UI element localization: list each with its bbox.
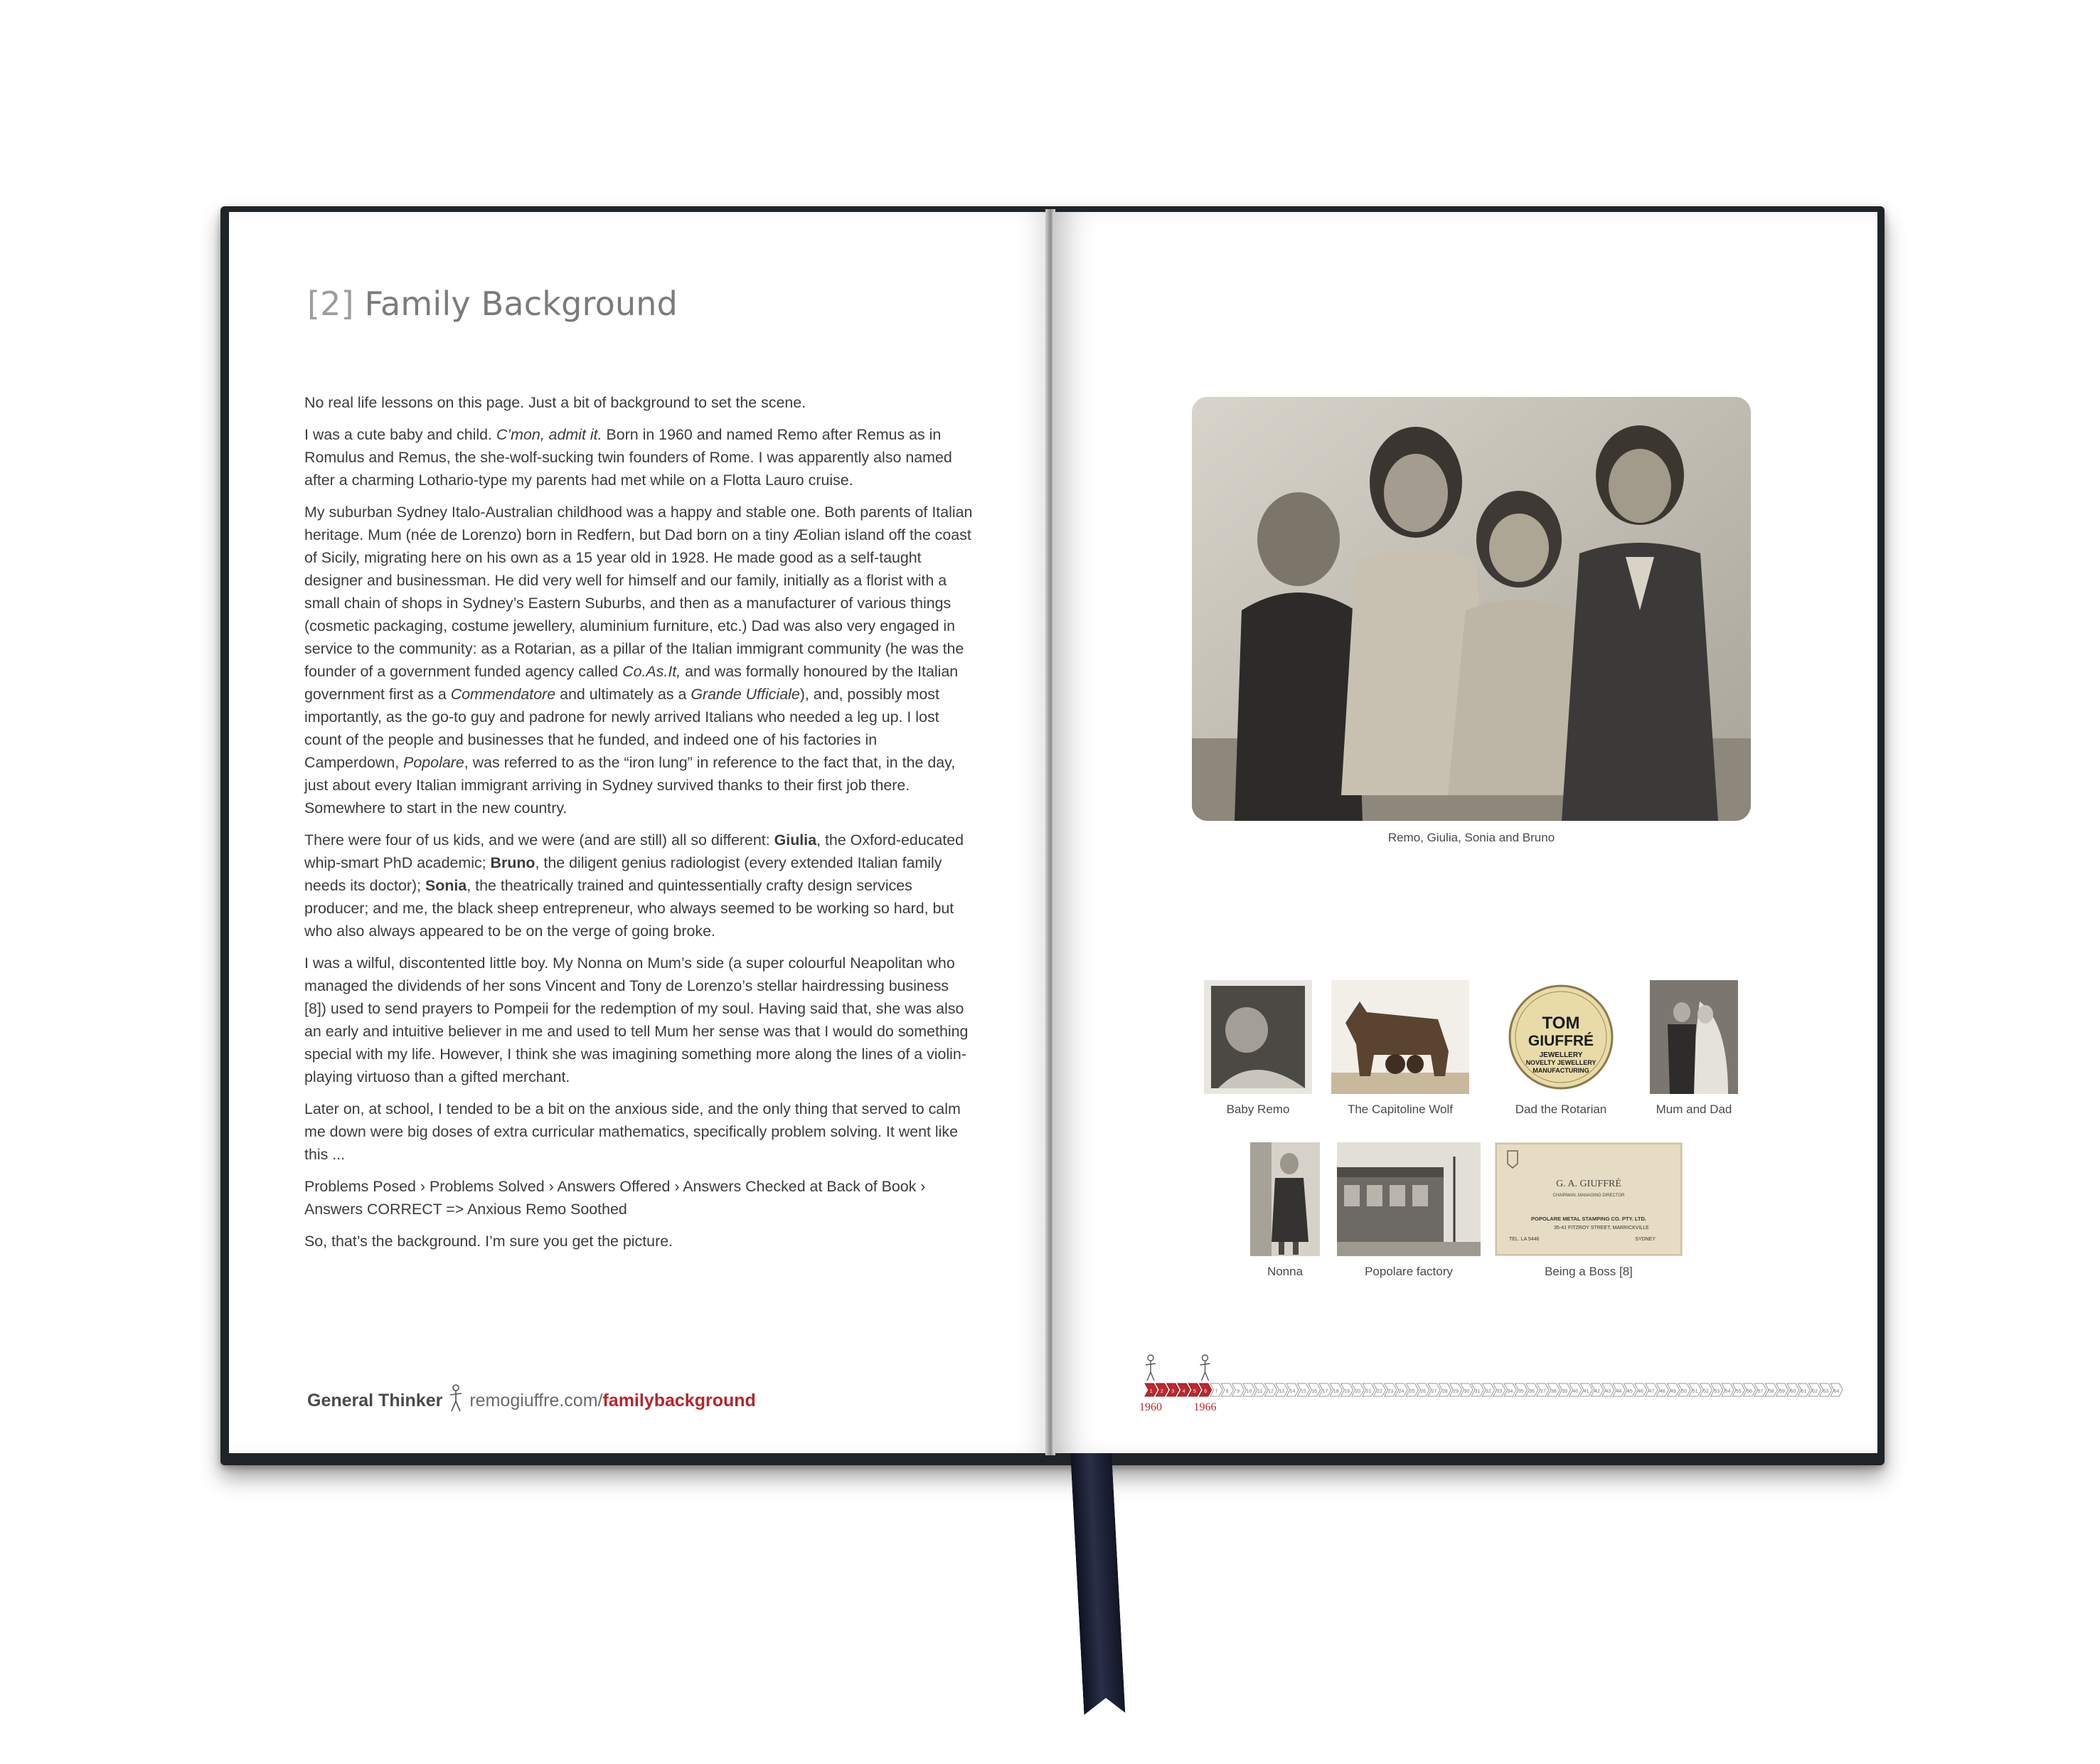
- thumb-mum-and-dad: [1650, 980, 1738, 1094]
- badge-line5: MANUFACTURING: [1533, 1067, 1589, 1074]
- badge-line1: TOM: [1542, 1014, 1580, 1033]
- text-run-italic: Co.As.It,: [622, 663, 681, 680]
- timeline-segment-number: 17: [1322, 1389, 1328, 1394]
- timeline-segment-number: 21: [1365, 1389, 1372, 1394]
- timeline-segment-number: 3: [1171, 1389, 1175, 1394]
- badge-line3: JEWELLERY: [1539, 1051, 1583, 1059]
- timeline-segment-number: 18: [1333, 1389, 1339, 1394]
- card-company: POPOLARE METAL STAMPING CO. PTY. LTD.: [1531, 1216, 1646, 1222]
- card-city: SYDNEY: [1635, 1237, 1656, 1242]
- chapter-title-text: Family Background: [364, 285, 678, 323]
- timeline-segment-number: 58: [1768, 1389, 1774, 1394]
- timeline-segment-number: 61: [1801, 1389, 1807, 1394]
- card-address: 35-41 FITZROY STREET, MARRICKVILLE: [1554, 1226, 1649, 1231]
- timeline-segment-number: 47: [1648, 1389, 1655, 1394]
- timeline-segment-number: 38: [1550, 1389, 1557, 1394]
- text-run: , the Oxford-educated whip-smart PhD academic;: [304, 831, 964, 871]
- thumb-caption: Being a Boss [8]: [1545, 1265, 1633, 1278]
- thumb-business-card: [1495, 1142, 1683, 1256]
- thumb-caption: Mum and Dad: [1656, 1102, 1732, 1116]
- paragraph: Problems Posed › Problems Solved › Answers Offered › Answers Checked at Back of Book › Answers CORRECT => Anxious Remo Soothed: [304, 1178, 926, 1218]
- chapter-title: [307, 285, 678, 323]
- timeline-segment-number: 15: [1300, 1389, 1306, 1394]
- timeline-start-figure-icon: [1146, 1355, 1156, 1381]
- text-run: and was formally honoured by the Italian government first as a: [304, 663, 959, 703]
- timeline-segment-number: 33: [1496, 1389, 1503, 1394]
- timeline-segment-number: 22: [1377, 1389, 1382, 1394]
- timeline-segment-number: 54: [1725, 1389, 1731, 1394]
- page-footer: [307, 1384, 756, 1418]
- timeline-segment-number: 27: [1431, 1389, 1437, 1394]
- timeline-segment-number: 52: [1703, 1389, 1709, 1394]
- paragraph: [304, 501, 973, 819]
- timeline-segment-number: 42: [1594, 1389, 1600, 1394]
- timeline-segment-number: 19: [1344, 1389, 1350, 1394]
- left-page: [229, 212, 1051, 1453]
- text-run: There were four of us kids, and we were (and are still) all so different:: [304, 831, 774, 849]
- thumb-caption: Nonna: [1267, 1265, 1304, 1278]
- timeline-segment-number: 20: [1355, 1389, 1361, 1394]
- text-run: I was a cute baby and child.: [304, 426, 496, 443]
- timeline-segment-number: 8: [1225, 1389, 1229, 1394]
- thumb-capitoline-wolf: [1331, 980, 1469, 1094]
- paragraph: Later on, at school, I tended to be a bit on the anxious side, and the only thing that served to calm me down were big doses of extra curricular mathematics, specifically problem solving. It went like this ...: [304, 1100, 961, 1163]
- timeline-segment-number: 60: [1790, 1389, 1796, 1394]
- thumb-nonna: [1250, 1142, 1320, 1256]
- timeline-segment-number: 1: [1149, 1389, 1153, 1394]
- timeline-segment-number: 56: [1747, 1389, 1753, 1394]
- timeline-segment-number: 41: [1583, 1389, 1589, 1394]
- timeline-segment-number: 24: [1398, 1389, 1405, 1394]
- thumb-caption: Popolare factory: [1365, 1265, 1453, 1278]
- paragraph: [304, 423, 973, 492]
- timeline-segment-number: 9: [1237, 1389, 1240, 1394]
- timeline-segment-number: 44: [1616, 1389, 1622, 1394]
- timeline-segment-number: 2: [1160, 1389, 1163, 1394]
- timeline-segment-number: 57: [1757, 1389, 1764, 1394]
- timeline-segment-number: 39: [1562, 1389, 1567, 1394]
- timeline-segment-number: 51: [1692, 1389, 1698, 1394]
- thumb-caption: The Capitoline Wolf: [1347, 1102, 1454, 1116]
- text-run: , was referred to as the “iron lung” in reference to the fact that, in the day, just about every Italian immigrant arriving in Sydney survived thanks to their first job there. Somewhere to start in the new country.: [304, 754, 956, 817]
- timeline-segment-number: 6: [1204, 1389, 1208, 1394]
- timeline-segment-number: 29: [1453, 1389, 1459, 1394]
- timeline-segment-number: 36: [1529, 1389, 1535, 1394]
- thumb-rotarian-badge: [1508, 980, 1614, 1094]
- timeline-segment-number: 12: [1268, 1389, 1274, 1394]
- timeline-marker-figure-icon: [1200, 1355, 1210, 1381]
- timeline-segment-number: 62: [1812, 1389, 1818, 1394]
- timeline-segment-number: 37: [1540, 1389, 1546, 1394]
- card-name: G. A. GIUFFRÉ: [1556, 1179, 1621, 1189]
- text-run-italic: Popolare: [403, 754, 464, 771]
- timeline-marker-year: 1966: [1193, 1401, 1217, 1413]
- text-run-italic: Grande Ufficiale: [691, 686, 800, 703]
- paragraph: No real life lessons on this page. Just a bit of background to set the scene.: [304, 394, 806, 411]
- timeline-segment-number: 14: [1289, 1389, 1296, 1394]
- brand-name: General Thinker: [307, 1391, 443, 1410]
- thumb-popolare-factory: [1337, 1142, 1481, 1256]
- text-run: My suburban Sydney Italo-Australian childhood was a happy and stable one. Both parents of Italian heritage. Mum (née de Lorenzo) born in Redfern, but Dad born on a tiny Æolian island off the coast of Sicily, migrating here on his own as a 15 year old in 1928. He made good as a self-taught designer and businessman. He did very well for himself and our family, initially as a florist with a small chain of shops in Sydney’s Eastern Suburbs, and then as a manufacturer of various things (cosmetic packaging, costume jewellery, aluminium furniture, etc.) Dad was also very engaged in service to the community: as a Rotarian, as a pillar of the Italian immigrant community (he was the founder of a government funded agency called: [304, 504, 973, 680]
- timeline-segment-number: 25: [1409, 1389, 1415, 1394]
- timeline-segment-number: 53: [1714, 1389, 1720, 1394]
- timeline-segment-number: 23: [1387, 1389, 1394, 1394]
- timeline-segment-number: 13: [1279, 1389, 1285, 1394]
- timeline-segment-number: 7: [1215, 1389, 1218, 1394]
- right-page: [1052, 212, 1877, 1453]
- thumb-caption: Baby Remo: [1226, 1102, 1290, 1116]
- timeline-segment-number: 11: [1257, 1389, 1263, 1394]
- text-run: ), and, possibly most importantly, as the go-to guy and padrone for newly arrived Italians who needed a leg up. I lost count of the people and businesses that he funded, and indeed one of his factories in Camperdown,: [304, 686, 939, 771]
- site-link-domain[interactable]: remogiuffre.com/: [469, 1391, 603, 1410]
- timeline-segment-number: 45: [1626, 1389, 1633, 1394]
- chapter-number: [2]: [307, 285, 354, 323]
- text-run: , the diligent genius radiologist (every extended Italian family needs its doctor);: [304, 854, 942, 894]
- text-run-italic: Commendatore: [450, 686, 556, 703]
- timeline-graphic: [1124, 1354, 1870, 1432]
- timeline-segment-number: 46: [1638, 1389, 1644, 1394]
- timeline-segment-number: 10: [1246, 1389, 1252, 1394]
- timeline-segment-number: 63: [1823, 1389, 1829, 1394]
- timeline-segment-number: 16: [1311, 1389, 1318, 1394]
- card-role: CHAIRMAN, MANAGING DIRECTOR: [1552, 1194, 1625, 1198]
- timeline-start-year: 1960: [1139, 1401, 1162, 1413]
- text-run-bold: Sonia: [425, 877, 467, 894]
- timeline-segment-number: 55: [1735, 1389, 1742, 1394]
- timeline-segment-number: 43: [1605, 1389, 1611, 1394]
- badge-line4: NOVELTY JEWELLERY: [1525, 1059, 1597, 1066]
- text-run-italic: C’mon, admit it.: [496, 426, 602, 443]
- thumb-baby-remo: [1204, 980, 1312, 1094]
- text-run: Born in 1960 and named Remo after Remus as in Romulus and Remus, the she-wolf-sucking twin founders of Rome. I was apparently also named after a charming Lothario-type my parents had met while on a Flotta Lauro cruise.: [304, 426, 952, 489]
- timeline-segment-number: 28: [1441, 1389, 1448, 1394]
- card-tel: TEL. LA 5446: [1509, 1237, 1540, 1242]
- timeline-segment-number: 40: [1572, 1389, 1579, 1394]
- life-timeline: [1124, 1354, 1870, 1432]
- paragraph: [304, 829, 973, 942]
- timeline-segment-number: 5: [1193, 1389, 1196, 1394]
- timeline-segment-number: 30: [1464, 1389, 1470, 1394]
- timeline-segment-number: 35: [1518, 1389, 1524, 1394]
- text-run-bold: Giulia: [774, 831, 817, 849]
- site-link-slug[interactable]: familybackground: [602, 1391, 756, 1410]
- timeline-segment-number: 49: [1670, 1389, 1676, 1394]
- stick-figure-icon: [448, 1384, 464, 1418]
- timeline-segment-number: 4: [1182, 1389, 1185, 1394]
- body-text: [304, 391, 973, 1262]
- text-run-bold: Bruno: [490, 854, 535, 871]
- text-run: and ultimately as a: [555, 686, 691, 703]
- family-photo-caption: Remo, Giulia, Sonia and Bruno: [1387, 831, 1555, 844]
- timeline-segment-number: 34: [1507, 1389, 1513, 1394]
- timeline-segment-number: 64: [1833, 1389, 1840, 1394]
- timeline-segment-number: 26: [1420, 1389, 1427, 1394]
- timeline-segment-number: 32: [1486, 1389, 1491, 1394]
- timeline-segment-number: 50: [1681, 1389, 1688, 1394]
- timeline-segment-number: 48: [1659, 1389, 1665, 1394]
- family-photo: [1192, 397, 1751, 821]
- thumb-caption: Dad the Rotarian: [1515, 1102, 1607, 1116]
- badge-line2: GIUFFRÉ: [1528, 1033, 1594, 1049]
- paragraph: So, that’s the background. I’m sure you get the picture.: [304, 1233, 673, 1250]
- paragraph: I was a wilful, discontented little boy. My Nonna on Mum’s side (a super colourful Neapolitan who managed the dividends of her sons Vincent and Tony de Lorenzo’s stellar hairdressing business [8]) used to send prayers to Pompeii for the redemption of my soul. Having said that, she was also an early and intuitive believer in me and used to tell Mum her sense was that I would do something special with my life. However, I think she was imagining something more along the lines of a violin-playing virtuoso than a gifted merchant.: [304, 955, 969, 1085]
- bookmark-ribbon: [1070, 1450, 1125, 1715]
- timeline-segment-number: 31: [1474, 1389, 1481, 1394]
- text-run: , the theatrically trained and quintessentially crafty design services producer; and me, the black sheep entrepreneur, who always seemed to be working so hard, but who also always appeared to be on the verge of going broke.: [304, 877, 954, 940]
- timeline-segment-number: 59: [1779, 1389, 1785, 1394]
